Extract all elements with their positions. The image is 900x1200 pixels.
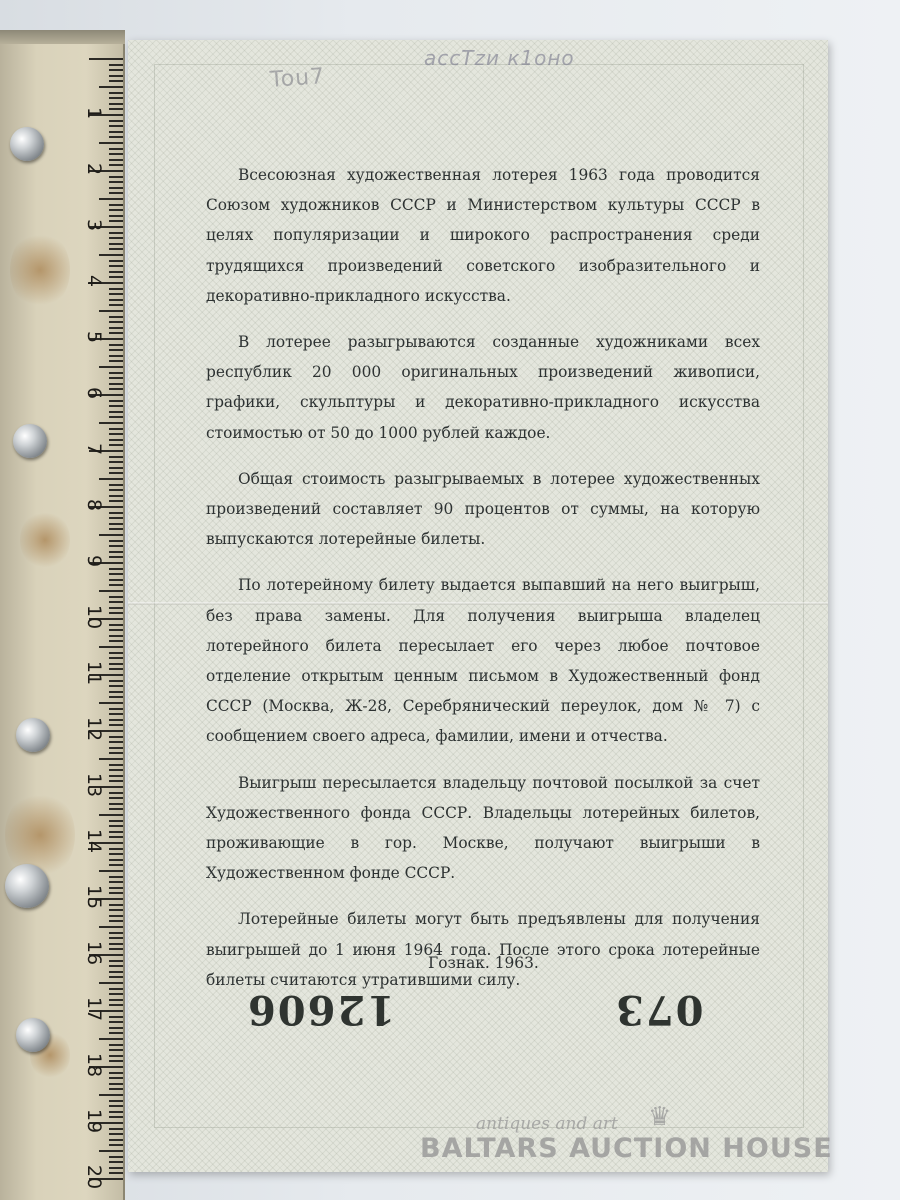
ruler-number: 12	[83, 716, 105, 742]
ruler-tick	[109, 624, 123, 626]
ruler-tick	[109, 92, 123, 94]
terms-text	[206, 160, 760, 1011]
ruler-tick	[109, 797, 123, 799]
paragraph: Общая стоимость разыгрываемых в лотерее художественных произведений составляет 90 процентов от суммы, на которую выпускаются лотерейные билеты.	[206, 469, 760, 549]
ruler-tick	[109, 181, 123, 183]
ruler-tick	[109, 640, 123, 642]
ruler-tick	[109, 976, 123, 978]
ruler-tick	[109, 607, 123, 609]
ruler-tick	[109, 752, 123, 754]
ruler-tick	[109, 1100, 123, 1102]
ruler-tick	[109, 652, 123, 654]
ruler-tick	[109, 965, 123, 967]
ruler-tick	[109, 708, 123, 710]
ruler-tick	[109, 825, 123, 827]
ruler-tick	[109, 80, 123, 82]
ruler-tick	[109, 736, 123, 738]
ruler-tick	[109, 864, 123, 866]
ruler-tick	[109, 248, 123, 250]
ruler-tick	[109, 304, 123, 306]
ruler-tick	[109, 75, 123, 77]
ruler-tick	[109, 187, 123, 189]
ruler-number: 19	[83, 1108, 105, 1134]
ruler-tick	[109, 601, 123, 603]
ruler-tick	[99, 198, 123, 200]
ruler-tick	[109, 988, 123, 990]
ruler-tick	[109, 1111, 123, 1113]
ruler-tick	[109, 668, 123, 670]
series-number: 073	[614, 986, 704, 1033]
ruler-tick	[109, 999, 123, 1001]
ruler-tick	[109, 489, 123, 491]
ruler-tick	[109, 405, 123, 407]
ruler-tick	[109, 456, 123, 458]
ruler-tick	[109, 327, 123, 329]
ruler-tick	[109, 271, 123, 273]
ruler-tick	[109, 120, 123, 122]
ruler-tick	[99, 1038, 123, 1040]
ruler-tick	[109, 691, 123, 693]
ruler-tick	[109, 288, 123, 290]
ruler-tick	[109, 293, 123, 295]
ruler-tick	[109, 960, 123, 962]
ruler-tick	[109, 64, 123, 66]
ruler-tick	[109, 993, 123, 995]
ruler-tick	[109, 573, 123, 575]
ruler-tick	[109, 237, 123, 239]
ruler-tick	[109, 629, 123, 631]
ruler-number: 15	[83, 884, 105, 910]
ruler-tick	[109, 153, 123, 155]
ruler-tick	[99, 870, 123, 872]
ruler-tick	[109, 635, 123, 637]
ruler-tick	[109, 220, 123, 222]
ruler-tick	[109, 204, 123, 206]
ruler-tick	[109, 349, 123, 351]
ruler-tick	[109, 713, 123, 715]
ruler-tick	[109, 1055, 123, 1057]
ruler-tick	[109, 859, 123, 861]
ruler-number: 16	[83, 940, 105, 966]
ruler-tick	[109, 663, 123, 665]
ruler-tick	[109, 943, 123, 945]
ruler-number: 11	[83, 660, 105, 686]
ruler-tick	[109, 439, 123, 441]
ruler-tick	[109, 848, 123, 850]
ruler-tick	[109, 680, 123, 682]
ruler-tick	[109, 1105, 123, 1107]
rivet	[16, 1018, 50, 1052]
ruler-tick	[109, 209, 123, 211]
watermark-tagline: antiques and art	[476, 1114, 618, 1134]
ruler-tick	[109, 500, 123, 502]
ruler-edge	[0, 30, 125, 44]
ruler-tick	[109, 69, 123, 71]
ruler-tick	[109, 1044, 123, 1046]
ruler-tick	[109, 192, 123, 194]
ruler-tick	[109, 932, 123, 934]
ruler-tick	[109, 131, 123, 133]
ruler-tick	[109, 920, 123, 922]
ruler-tick	[109, 540, 123, 542]
ruler-number: 4	[83, 274, 105, 288]
ruler-tick	[109, 1021, 123, 1023]
ruler-tick	[109, 1083, 123, 1085]
ruler-tick	[109, 512, 123, 514]
ruler-tick	[99, 926, 123, 928]
ruler-tick	[109, 299, 123, 301]
ruler-number: 9	[83, 554, 105, 568]
ruler-tick	[109, 372, 123, 374]
crown-icon: ♛	[648, 1102, 672, 1132]
rivet	[5, 864, 49, 908]
ticket-number: 12606	[246, 986, 396, 1033]
ruler-tick	[109, 853, 123, 855]
ruler-tick	[109, 612, 123, 614]
ruler-tick	[109, 657, 123, 659]
ruler-tick	[109, 400, 123, 402]
ruler-tick	[109, 820, 123, 822]
ruler-tick	[109, 411, 123, 413]
ruler-tick	[109, 1116, 123, 1118]
ruler-tick	[109, 545, 123, 547]
rivet	[10, 127, 44, 161]
ruler-tick	[109, 260, 123, 262]
ruler-tick	[109, 428, 123, 430]
ruler-tick	[109, 803, 123, 805]
ruler-tick	[109, 584, 123, 586]
ruler-tick	[109, 1139, 123, 1141]
ruler-tick	[109, 836, 123, 838]
ruler-tick	[109, 243, 123, 245]
ruler-tick	[99, 254, 123, 256]
ruler-tick	[109, 831, 123, 833]
ruler-tick	[109, 461, 123, 463]
ruler-tick	[109, 1088, 123, 1090]
ruler-tick	[109, 472, 123, 474]
ruler-number: 6	[83, 386, 105, 400]
ruler-tick	[99, 1094, 123, 1096]
ruler-tick	[109, 780, 123, 782]
ruler-tick	[109, 416, 123, 418]
ruler-tick	[109, 747, 123, 749]
ruler-tick	[99, 646, 123, 648]
ruler-tick	[109, 741, 123, 743]
ruler-tick	[109, 136, 123, 138]
ruler-number: 17	[83, 996, 105, 1022]
ruler-tick	[99, 1150, 123, 1152]
ruler-tick	[109, 685, 123, 687]
ruler-tick	[109, 876, 123, 878]
ruler-tick	[99, 534, 123, 536]
ruler-number: 7	[83, 442, 105, 456]
ruler-tick	[109, 176, 123, 178]
paragraph: Всесоюзная художественная лотерея 1963 года проводится Союзом художников СССР и Министерством культуры СССР в целях популяризации и широкого распространения среди трудящихся произведений советского изобразительного и декоративно-прикладного искусства.	[206, 166, 760, 305]
ruler-tick	[109, 344, 123, 346]
paragraph: В лотерее разыгрываются созданные художниками всех республик 20 000 оригинальных произведений живописи, графики, скульптуры и декоративно-прикладного искусства стоимостью от 50 до 1000 рублей каждое.	[206, 333, 760, 442]
ruler-tick	[99, 982, 123, 984]
ruler-tick	[109, 1072, 123, 1074]
ruler-tick	[109, 355, 123, 357]
ruler-number: 1	[83, 106, 105, 120]
ruler-tick	[99, 142, 123, 144]
ruler-tick	[109, 887, 123, 889]
ruler-tick	[109, 764, 123, 766]
ruler-tick	[109, 579, 123, 581]
ruler-tick	[109, 276, 123, 278]
ruler-tick	[99, 590, 123, 592]
ruler-tick	[99, 478, 123, 480]
ruler-tick	[99, 814, 123, 816]
pencil-note: ассTzи к1оно	[424, 46, 575, 70]
ruler-tick	[109, 1077, 123, 1079]
ruler-tick	[109, 103, 123, 105]
ruler-tick	[99, 422, 123, 424]
ruler-tick	[109, 316, 123, 318]
watermark-brand: BALTARS AUCTION HOUSE	[420, 1133, 833, 1164]
ruler-tick	[109, 164, 123, 166]
ruler-tick	[109, 556, 123, 558]
ruler-tick	[109, 1144, 123, 1146]
ruler-tick	[109, 321, 123, 323]
ruler-tick	[109, 332, 123, 334]
ruler-tick	[109, 1167, 123, 1169]
ruler-tick	[109, 265, 123, 267]
ruler-tick	[109, 904, 123, 906]
ruler-tick	[109, 551, 123, 553]
ruler-tick	[109, 1161, 123, 1163]
ruler-tick	[109, 388, 123, 390]
ruler-tick	[109, 1156, 123, 1158]
pencil-note: Tou7	[269, 64, 326, 93]
ruler-tick	[109, 360, 123, 362]
ruler-tick	[89, 58, 123, 60]
ruler-tick	[109, 696, 123, 698]
ruler-tick	[109, 517, 123, 519]
ruler-tick	[109, 775, 123, 777]
ruler-tick	[99, 758, 123, 760]
ruler-tick	[109, 444, 123, 446]
ruler-tick	[109, 1060, 123, 1062]
ruler-tick	[109, 1016, 123, 1018]
ruler-number: 20	[83, 1164, 105, 1190]
ruler-tick	[109, 1172, 123, 1174]
ruler-number: 10	[83, 604, 105, 630]
ruler-number: 2	[83, 162, 105, 176]
ruler-number: 13	[83, 772, 105, 798]
ruler-tick	[109, 724, 123, 726]
ruler-tick	[109, 568, 123, 570]
ruler-tick	[109, 937, 123, 939]
ruler-tick	[109, 433, 123, 435]
paragraph: По лотерейному билету выдается выпавший на него выигрыш, без права замены. Для получения выигрыша владелец лотерейного билета пересылает его через любое почтовое отделение открытым ценным письмом в Художественный фонд СССР (Москва, Ж-28, Серебрянический переулок, дом № 7) с сообщением своего адреса, фамилии, имени и отчества.	[206, 576, 760, 746]
ruler-tick	[109, 881, 123, 883]
ruler-tick	[109, 792, 123, 794]
ruler-tick	[109, 909, 123, 911]
rivet	[13, 424, 47, 458]
ruler-number: 18	[83, 1052, 105, 1078]
paragraph: Выигрыш пересылается владельцу почтовой посылкой за счет Художественного фонда СССР. Владельцы лотерейных билетов, проживающие в гор. Москве, получают выигрыши в Художественном фонде СССР.	[206, 773, 760, 883]
paragraph: Лотерейные билеты могут быть предъявлены для получения выигрышей до 1 июня 1964 года. После этого срока лотерейные билеты считаются утратившими силу.	[206, 910, 760, 989]
ruler-tick	[99, 702, 123, 704]
rivet	[16, 718, 50, 752]
ruler-number: 14	[83, 828, 105, 854]
ruler-tick	[109, 719, 123, 721]
ruler-tick	[109, 159, 123, 161]
ruler-tick	[109, 808, 123, 810]
ruler-tick	[109, 125, 123, 127]
ruler-tick	[109, 377, 123, 379]
ruler-tick	[109, 383, 123, 385]
ruler-tick	[109, 892, 123, 894]
ruler-tick	[109, 523, 123, 525]
ruler-tick	[99, 310, 123, 312]
ruler-tick	[109, 528, 123, 530]
ruler-tick	[109, 1004, 123, 1006]
ruler-number: 3	[83, 218, 105, 232]
ruler-tick	[99, 86, 123, 88]
ruler-tick	[109, 915, 123, 917]
ruler-tick	[109, 769, 123, 771]
ruler-tick	[109, 1049, 123, 1051]
lottery-ticket-back	[128, 40, 828, 1172]
ruler-tick	[109, 948, 123, 950]
ruler-tick	[109, 97, 123, 99]
ruler-tick	[109, 1128, 123, 1130]
ruler-number: 5	[83, 330, 105, 344]
ruler-tick	[109, 467, 123, 469]
ruler-tick	[109, 484, 123, 486]
ruler-tick	[109, 971, 123, 973]
ruler-tick	[109, 1133, 123, 1135]
printer-imprint: Гознак. 1963.	[428, 954, 539, 972]
ruler-tick	[109, 215, 123, 217]
ruler-tick	[109, 232, 123, 234]
ruler-tick	[109, 148, 123, 150]
ruler-tick	[109, 1027, 123, 1029]
ruler-tick	[109, 108, 123, 110]
ruler-tick	[109, 1032, 123, 1034]
ruler-tick	[109, 596, 123, 598]
ruler-tick	[99, 366, 123, 368]
ruler-tick	[109, 495, 123, 497]
ruler-number: 8	[83, 498, 105, 512]
